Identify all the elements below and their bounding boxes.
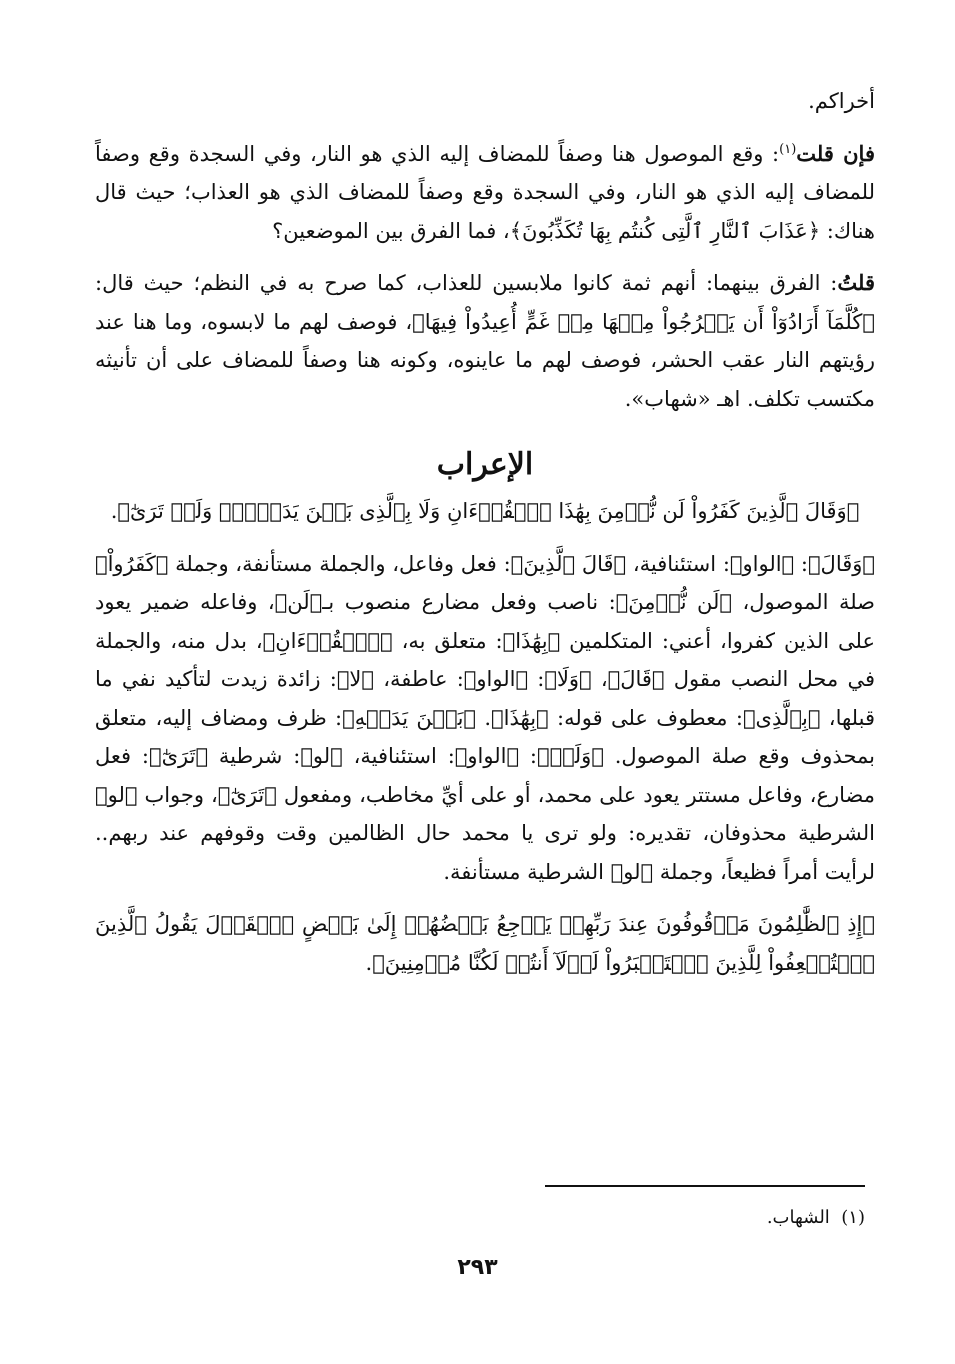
answer-lead: قلتُ [837, 270, 875, 295]
paragraph-answer [95, 264, 875, 418]
quran-verse: ﴿إِذِ ٱلظَّٰلِمُونَ مَوۡقُوفُونَ عِندَ رَبِّهِمۡ يَرۡجِعُ بَعۡضُهُمۡ إِلَىٰ بَعۡضٍ ٱلۡقَوۡلَ يَقُولُ ٱلَّذِينَ ٱسۡتُضۡعِفُواْ لِلَّذِينَ ٱسۡتَكۡبَرُواْ لَوۡلَآ أَنتُمۡ لَكُنَّا مُؤۡمِنِينَ﴾. [95, 912, 875, 975]
page-body [95, 82, 875, 982]
footnote-divider [545, 1185, 865, 1187]
footnote [95, 1204, 865, 1232]
footnote-reference: (١) [779, 141, 797, 157]
question-text: : وقع الموصول هنا وصفاً للمضاف إليه الذي هو النار، وفي السجدة وقع وصفاً للمضاف إليه الذي هو النار، وفي السجدة وقع وصفاً للمضاف الذي هو العذاب؛ حيث قال هناك: ﴿عَذَابَ ٱلنَّارِ ٱلَّتِى كُنتُم بِهَا تُكَذِّبُونَ﴾، فما الفرق بين الموضعين؟ [95, 141, 875, 243]
paragraph-gap [95, 121, 875, 135]
section-heading: الإعراب [436, 447, 534, 482]
paragraph-gap [95, 250, 875, 264]
quran-verse: ﴿وَقَالَ ٱلَّذِينَ كَفَرُواْ لَن نُّؤۡمِنَ بِهَٰذَا ٱلۡقُرۡءَانِ وَلَا بِٱلَّذِى بَيۡنَ يَدَيۡهِۗ وَلَوۡ تَرَىٰٓ﴾. [110, 499, 860, 523]
page-number: ٢٩٣ [457, 1255, 498, 1280]
paragraph-gap [95, 531, 875, 545]
question-lead: فإن قلت [796, 140, 875, 166]
paragraph-grammar: ﴿وَقَالَ﴾: ﴿الواو﴾: استئنافية، ﴿قَالَ ٱلَّذِينَ﴾: فعل وفاعل، والجملة مستأنفة، وجملة ﴿كَفَرُواْ﴾ صلة الموصول، ﴿لَن نُّؤۡمِنَ﴾: ناصب وفعل مضارع منصوب بـ﴿لَن﴾، وفاعله ضمير يعود على الذين كفروا، أعني: المتكلمين ﴿بِهَٰذَا﴾: متعلق به، ﴿ٱلۡقُرۡءَانِ﴾، بدل منه، والجملة في محل النصب مقول ﴿قَالَ﴾، ﴿وَلَا﴾: ﴿الواو﴾: عاطفة، ﴿لا﴾: زائدة زيدت لتأكيد نفي ما قبلها، ﴿بِٱلَّذِى﴾: معطوف على قوله: ﴿بِهَٰذَا﴾. ﴿بَيۡنَ يَدَيۡهِ﴾: ظرف ومضاف إليه، متعلق بمحذوف وقع صلة الموصول. ﴿وَلَوۡ﴾: ﴿الواو﴾: استئنافية، ﴿لو﴾: شرطية ﴿تَرَىٰٓ﴾: فعل مضارع، وفاعل مستتر يعود على محمد، أو على أيِّ مخاطب، ومفعول ﴿تَرَىٰٓ﴾، وجواب ﴿لو﴾ الشرطية محذوفان، تقديره: ولو ترى يا محمد حال الظالمين وقت وقوفهم عند ربهم.. لرأيت أمراً فظيعاً، وجملة ﴿لو﴾ الشرطية مستأنفة. [95, 551, 875, 884]
answer-text: : الفرق بينهما: أنهم ثمة كانوا ملابسين للعذاب، كما صرح به في النظم؛ حيث قال: ﴿كُلَّمَآ أَرَادُوٓاْ أَن يَخۡرُجُواْ مِنۡهَا مِنۡ غَمٍّ أُعِيدُواْ فِيهَا﴾، فوصف لهم ما لابسوه، وما هنا عند رؤيتهم النار عقب الحشر، فوصف لهم ما عاينوه، وكونه هنا وصفاً للمضاف على أن تأنيثه مكتسب تكلف. اهـ «شهاب». [95, 271, 875, 411]
paragraph-ending: أخراكم. [808, 89, 875, 113]
paragraph-question [95, 135, 875, 251]
footnote-text: الشهاب. [766, 1207, 830, 1228]
paragraph-gap [95, 891, 875, 905]
footnote-marker: (١) [841, 1207, 865, 1228]
